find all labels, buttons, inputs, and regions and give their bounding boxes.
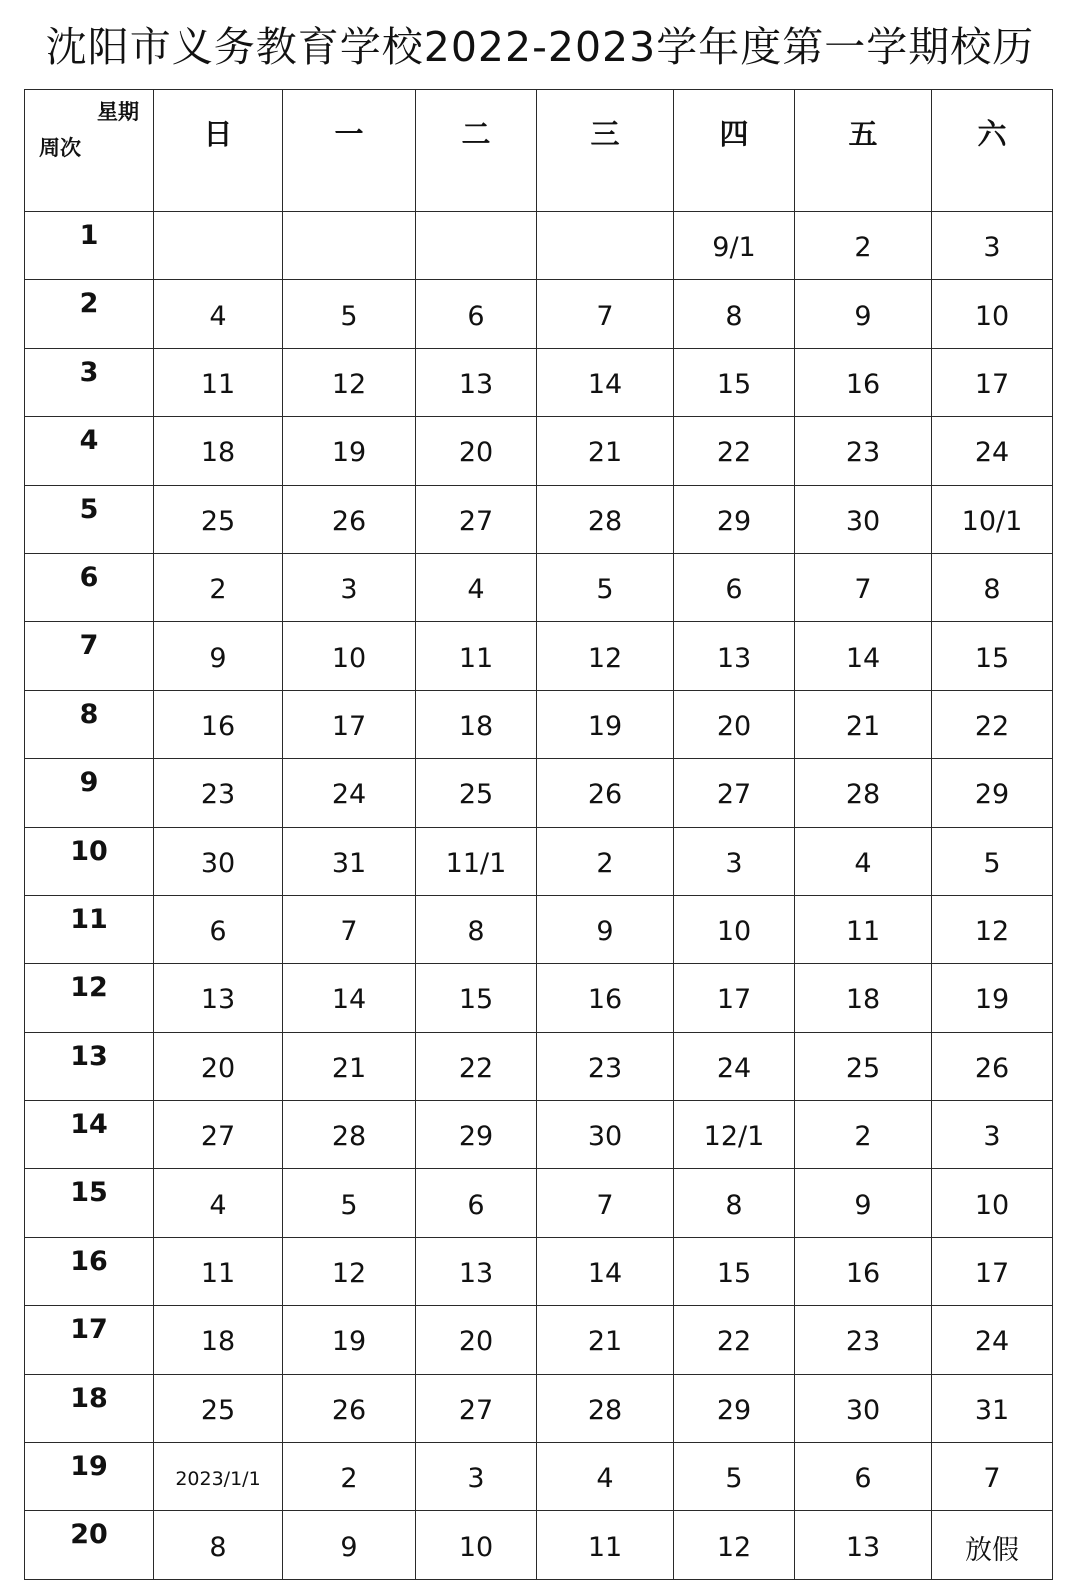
- date-cell: 16: [795, 1237, 932, 1305]
- date-cell: 29: [674, 1374, 795, 1442]
- date-cell: 29: [674, 485, 795, 553]
- date-cell: 12: [537, 622, 674, 690]
- week-number-cell: 20: [25, 1511, 154, 1579]
- week-number-cell: 19: [25, 1443, 154, 1511]
- date-cell: 10: [932, 1169, 1053, 1237]
- date-cell: [154, 212, 283, 280]
- week-number-cell: 6: [25, 553, 154, 621]
- date-cell: 9: [795, 1169, 932, 1237]
- date-cell: 11: [154, 1237, 283, 1305]
- date-cell: 放假: [932, 1511, 1053, 1579]
- date-cell: 4: [154, 1169, 283, 1237]
- date-cell: 23: [795, 1306, 932, 1374]
- date-cell: 7: [537, 280, 674, 348]
- weekday-header-wed: 三: [537, 90, 674, 212]
- date-cell: 16: [537, 964, 674, 1032]
- weekday-header-sat: 六: [932, 90, 1053, 212]
- date-cell: 21: [537, 417, 674, 485]
- date-cell: 15: [416, 964, 537, 1032]
- table-row: [25, 690, 1053, 758]
- date-cell: 8: [674, 1169, 795, 1237]
- table-row: [25, 1306, 1053, 1374]
- date-cell: 30: [795, 1374, 932, 1442]
- date-cell: 2: [795, 1101, 932, 1169]
- week-number-cell: 15: [25, 1169, 154, 1237]
- date-cell: 6: [416, 1169, 537, 1237]
- date-cell: 29: [416, 1101, 537, 1169]
- table-row: [25, 417, 1053, 485]
- week-number-cell: 13: [25, 1032, 154, 1100]
- date-cell: 18: [795, 964, 932, 1032]
- date-cell: 27: [416, 1374, 537, 1442]
- date-cell: 20: [154, 1032, 283, 1100]
- date-cell: 26: [932, 1032, 1053, 1100]
- date-cell: 25: [795, 1032, 932, 1100]
- date-cell: [537, 212, 674, 280]
- date-cell: 17: [932, 1237, 1053, 1305]
- header-row: [25, 90, 1053, 212]
- date-cell: 2: [795, 212, 932, 280]
- weekday-header-tue: 二: [416, 90, 537, 212]
- date-cell: 8: [932, 553, 1053, 621]
- date-cell: 22: [674, 417, 795, 485]
- table-row: [25, 827, 1053, 895]
- date-cell: 11: [416, 622, 537, 690]
- date-cell: 24: [932, 417, 1053, 485]
- week-number-cell: 2: [25, 280, 154, 348]
- date-cell: 27: [416, 485, 537, 553]
- weekday-header-fri: 五: [795, 90, 932, 212]
- date-cell: 22: [932, 690, 1053, 758]
- date-cell: 4: [154, 280, 283, 348]
- date-cell: 27: [154, 1101, 283, 1169]
- date-cell: 2: [154, 553, 283, 621]
- date-cell: [416, 212, 537, 280]
- week-number-cell: 18: [25, 1374, 154, 1442]
- date-cell: 6: [154, 895, 283, 963]
- date-cell: 19: [283, 417, 416, 485]
- date-cell: 24: [283, 759, 416, 827]
- date-cell: 16: [795, 348, 932, 416]
- corner-header-cell: [25, 90, 154, 212]
- table-row: [25, 964, 1053, 1032]
- date-cell: 28: [537, 1374, 674, 1442]
- date-cell: 30: [537, 1101, 674, 1169]
- table-row: [25, 1443, 1053, 1511]
- calendar-table: [24, 89, 1053, 1580]
- week-number-header-label: 周次: [39, 136, 81, 160]
- date-cell: 21: [795, 690, 932, 758]
- week-number-cell: 16: [25, 1237, 154, 1305]
- date-cell: 23: [154, 759, 283, 827]
- date-cell: 29: [932, 759, 1053, 827]
- date-cell: 24: [674, 1032, 795, 1100]
- date-cell: 10: [674, 895, 795, 963]
- date-cell: 14: [537, 348, 674, 416]
- date-cell: 7: [932, 1443, 1053, 1511]
- weekday-header-mon: 一: [283, 90, 416, 212]
- date-cell: 12: [283, 1237, 416, 1305]
- date-cell: 25: [154, 1374, 283, 1442]
- table-row: [25, 759, 1053, 827]
- date-cell: 17: [283, 690, 416, 758]
- date-cell: 5: [674, 1443, 795, 1511]
- week-number-cell: 10: [25, 827, 154, 895]
- date-cell: 4: [795, 827, 932, 895]
- date-cell: 12: [674, 1511, 795, 1579]
- weekday-header-label: 星期: [97, 100, 139, 124]
- date-cell: 9: [537, 895, 674, 963]
- table-row: [25, 1237, 1053, 1305]
- date-cell: 14: [537, 1237, 674, 1305]
- date-cell: 25: [416, 759, 537, 827]
- week-number-cell: 1: [25, 212, 154, 280]
- week-number-cell: 17: [25, 1306, 154, 1374]
- date-cell: 3: [932, 212, 1053, 280]
- week-number-cell: 5: [25, 485, 154, 553]
- date-cell: 3: [674, 827, 795, 895]
- week-number-cell: 3: [25, 348, 154, 416]
- date-cell: 10/1: [932, 485, 1053, 553]
- date-cell: 22: [674, 1306, 795, 1374]
- date-cell: 13: [674, 622, 795, 690]
- table-row: [25, 1374, 1053, 1442]
- date-cell: 15: [674, 348, 795, 416]
- date-cell: 13: [795, 1511, 932, 1579]
- table-row: [25, 280, 1053, 348]
- table-row: [25, 1101, 1053, 1169]
- date-cell: 30: [154, 827, 283, 895]
- date-cell: 4: [537, 1443, 674, 1511]
- table-row: [25, 895, 1053, 963]
- week-number-cell: 11: [25, 895, 154, 963]
- date-cell: 30: [795, 485, 932, 553]
- date-cell: 26: [283, 485, 416, 553]
- date-cell: 5: [537, 553, 674, 621]
- date-cell: 2: [283, 1443, 416, 1511]
- page-title: 沈阳市义务教育学校2022-2023学年度第一学期校历: [45, 23, 1035, 71]
- date-cell: 17: [674, 964, 795, 1032]
- date-cell: 18: [416, 690, 537, 758]
- date-cell: 8: [674, 280, 795, 348]
- weekday-header-thu: 四: [674, 90, 795, 212]
- week-number-cell: 4: [25, 417, 154, 485]
- date-cell: 21: [283, 1032, 416, 1100]
- date-cell: 3: [283, 553, 416, 621]
- date-cell: 22: [416, 1032, 537, 1100]
- date-cell: 14: [283, 964, 416, 1032]
- date-cell: 27: [674, 759, 795, 827]
- date-cell: 3: [416, 1443, 537, 1511]
- table-row: [25, 1511, 1053, 1579]
- table-row: [25, 553, 1053, 621]
- date-cell: 10: [932, 280, 1053, 348]
- date-cell: 21: [537, 1306, 674, 1374]
- date-cell: 23: [795, 417, 932, 485]
- date-cell: 13: [154, 964, 283, 1032]
- date-cell: 5: [283, 280, 416, 348]
- date-cell: 11: [795, 895, 932, 963]
- table-row: [25, 1169, 1053, 1237]
- date-cell: 3: [932, 1101, 1053, 1169]
- date-cell: 9: [154, 622, 283, 690]
- table-row: [25, 622, 1053, 690]
- date-cell: 18: [154, 1306, 283, 1374]
- date-cell: 9/1: [674, 212, 795, 280]
- date-cell: [283, 212, 416, 280]
- date-cell: 24: [932, 1306, 1053, 1374]
- date-cell: 17: [932, 348, 1053, 416]
- week-number-cell: 9: [25, 759, 154, 827]
- date-cell: 11: [154, 348, 283, 416]
- date-cell: 9: [795, 280, 932, 348]
- date-cell: 28: [283, 1101, 416, 1169]
- date-cell: 20: [416, 417, 537, 485]
- date-cell: 10: [283, 622, 416, 690]
- date-cell: 20: [416, 1306, 537, 1374]
- date-cell: 28: [795, 759, 932, 827]
- date-cell: 7: [283, 895, 416, 963]
- date-cell: 12: [283, 348, 416, 416]
- week-number-cell: 14: [25, 1101, 154, 1169]
- date-cell: 15: [674, 1237, 795, 1305]
- week-number-cell: 7: [25, 622, 154, 690]
- date-cell: 5: [283, 1169, 416, 1237]
- date-cell: 26: [283, 1374, 416, 1442]
- date-cell: 5: [932, 827, 1053, 895]
- date-cell: 26: [537, 759, 674, 827]
- week-number-cell: 8: [25, 690, 154, 758]
- date-cell: 6: [416, 280, 537, 348]
- date-cell: 15: [932, 622, 1053, 690]
- date-cell: 13: [416, 1237, 537, 1305]
- date-cell: 4: [416, 553, 537, 621]
- table-row: [25, 348, 1053, 416]
- date-cell: 31: [932, 1374, 1053, 1442]
- date-cell: 7: [795, 553, 932, 621]
- date-cell: 7: [537, 1169, 674, 1237]
- date-cell: 12/1: [674, 1101, 795, 1169]
- date-cell: 8: [416, 895, 537, 963]
- date-cell: 20: [674, 690, 795, 758]
- date-cell: 9: [283, 1511, 416, 1579]
- date-cell: 23: [537, 1032, 674, 1100]
- date-cell: 2023/1/1: [154, 1443, 283, 1511]
- date-cell: 8: [154, 1511, 283, 1579]
- date-cell: 12: [932, 895, 1053, 963]
- date-cell: 19: [283, 1306, 416, 1374]
- table-row: [25, 1032, 1053, 1100]
- date-cell: 18: [154, 417, 283, 485]
- date-cell: 19: [932, 964, 1053, 1032]
- date-cell: 25: [154, 485, 283, 553]
- date-cell: 2: [537, 827, 674, 895]
- date-cell: 14: [795, 622, 932, 690]
- date-cell: 11/1: [416, 827, 537, 895]
- date-cell: 6: [795, 1443, 932, 1511]
- date-cell: 11: [537, 1511, 674, 1579]
- date-cell: 13: [416, 348, 537, 416]
- date-cell: 31: [283, 827, 416, 895]
- date-cell: 19: [537, 690, 674, 758]
- table-row: [25, 212, 1053, 280]
- week-number-cell: 12: [25, 964, 154, 1032]
- date-cell: 28: [537, 485, 674, 553]
- date-cell: 16: [154, 690, 283, 758]
- date-cell: 10: [416, 1511, 537, 1579]
- table-row: [25, 485, 1053, 553]
- weekday-header-sun: 日: [154, 90, 283, 212]
- date-cell: 6: [674, 553, 795, 621]
